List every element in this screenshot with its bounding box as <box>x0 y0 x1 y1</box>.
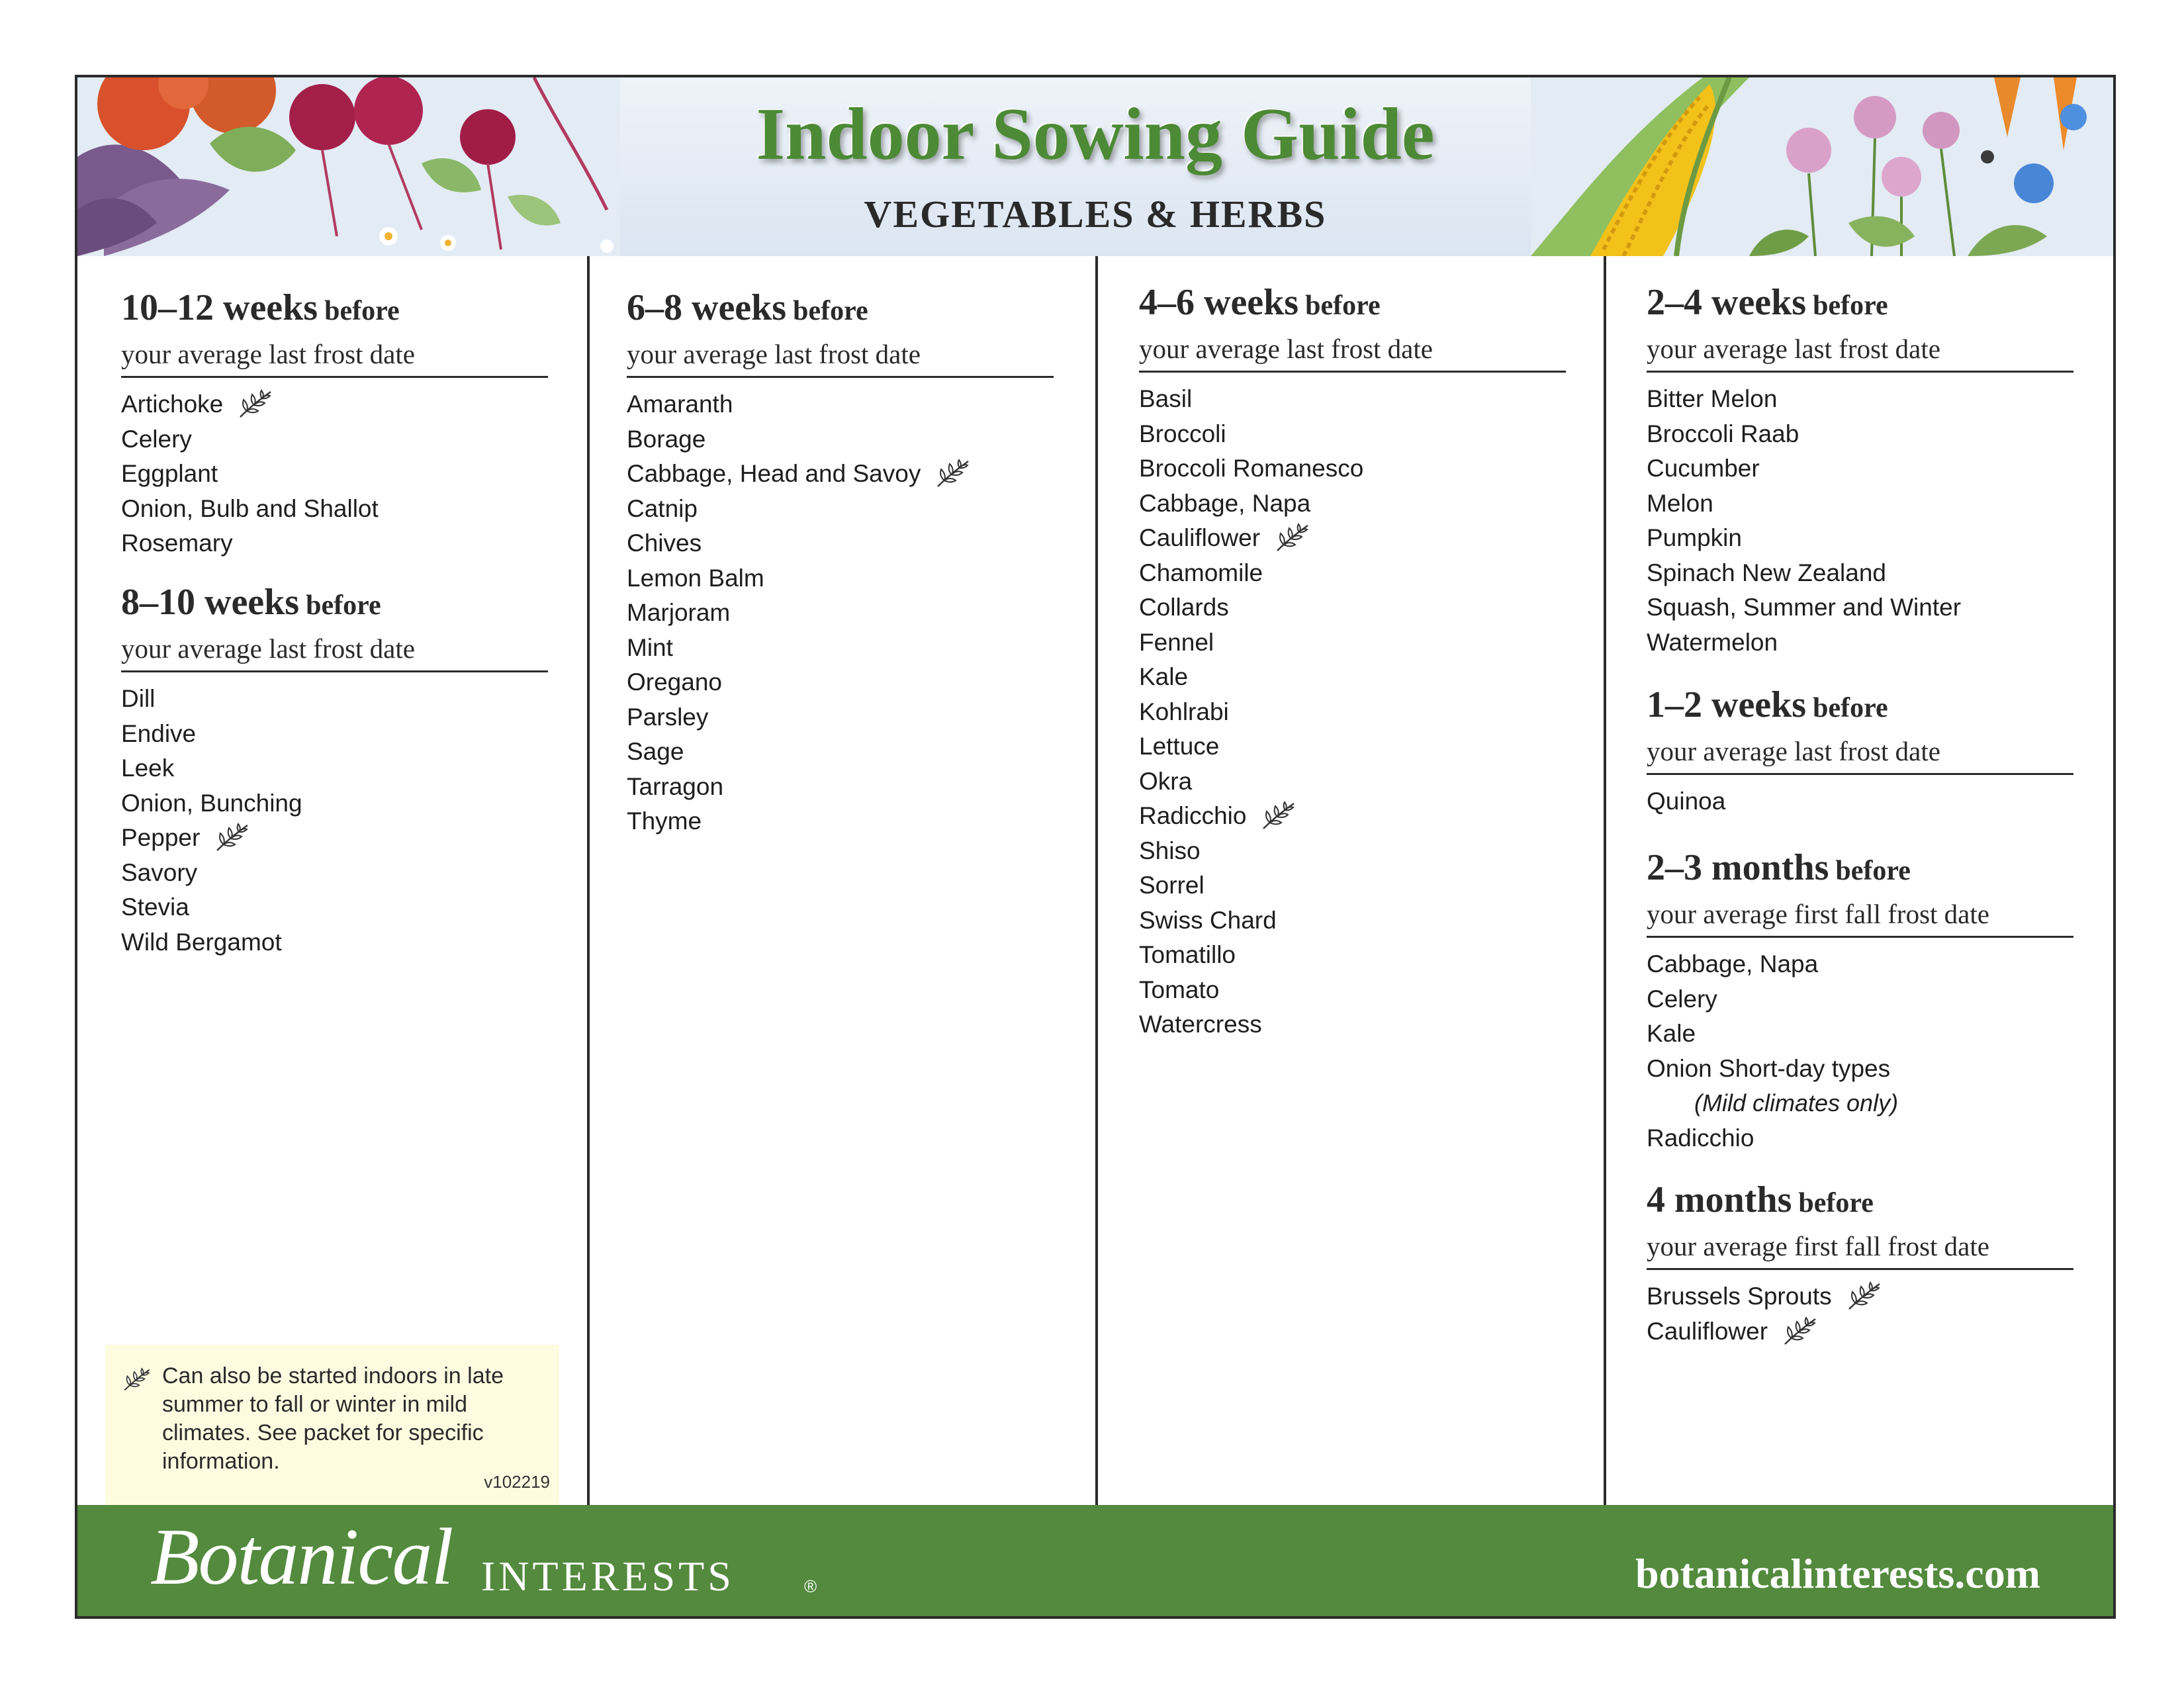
column-divider <box>1095 256 1098 1510</box>
list-item: Onion, Bulb and Shallot <box>121 494 379 522</box>
list-item: Cabbage, Napa <box>1647 950 1819 978</box>
section-2-4-weeks <box>1647 284 2073 660</box>
section-10-12-weeks <box>121 289 548 561</box>
section-heading: 8–10 weeks before <box>121 582 381 623</box>
list-item: Onion, Bunching <box>121 789 302 817</box>
list-item: Parsley <box>627 703 709 731</box>
list-item: Broccoli <box>1139 420 1226 447</box>
list-item: Watercress <box>1139 1011 1262 1038</box>
section-4-months <box>1647 1181 2073 1349</box>
list-item: Chamomile <box>1139 559 1263 586</box>
list-item: Melon <box>1647 489 1713 517</box>
list-item: Kale <box>1647 1020 1696 1047</box>
list-item: Radicchio <box>1139 799 1566 834</box>
list-item: Squash, Summer and Winter <box>1647 594 1962 621</box>
column-divider <box>587 256 590 1510</box>
section-subheading: your average last frost date <box>627 338 1054 378</box>
page-subtitle: VEGETABLES & HERBS <box>864 193 1327 236</box>
leaf-sprig-icon <box>1261 801 1297 831</box>
list-item: Radicchio <box>1647 1124 1754 1152</box>
leaf-sprig-icon <box>1846 1281 1882 1312</box>
list-item: Broccoli Raab <box>1647 420 1799 447</box>
list-item: Shiso <box>1139 837 1201 864</box>
section-6-8-weeks <box>627 289 1054 839</box>
list-item-note: (Mild climates only) <box>1694 1089 1899 1116</box>
list-item: Oregano <box>627 668 722 696</box>
list-item: Thyme <box>627 807 702 835</box>
section-heading: 2–3 months before <box>1647 847 1911 888</box>
section-subheading: your average last frost date <box>1647 333 2073 373</box>
list-item: Sage <box>627 738 684 765</box>
section-subheading: your average last frost date <box>121 633 548 672</box>
section-heading: 6–8 weeks before <box>627 287 868 328</box>
section-subheading: your average first fall frost date <box>1647 898 2073 938</box>
version-code: v102219 <box>484 1472 550 1492</box>
list-item: Chives <box>627 529 702 557</box>
list-item: Borage <box>627 425 706 453</box>
list-item: Kale <box>1139 663 1189 690</box>
list-item: Collards <box>1139 594 1229 621</box>
list-item: Mint <box>627 633 673 661</box>
list-item: Amaranth <box>627 390 733 418</box>
leaf-sprig-icon <box>935 459 971 489</box>
page-title: Indoor Sowing Guide <box>756 93 1435 175</box>
section-2-3-months <box>1647 849 2073 1156</box>
registered-mark: ® <box>804 1576 817 1596</box>
list-item: Cabbage, Head and Savoy <box>627 457 1054 492</box>
list-item: Lettuce <box>1139 733 1220 760</box>
list-item: Tomatillo <box>1139 941 1236 968</box>
leaf-sprig-icon <box>238 389 273 420</box>
list-item: Cucumber <box>1647 455 1760 482</box>
leaf-sprig-icon <box>1275 523 1310 553</box>
list-item: Quinoa <box>1647 788 1726 815</box>
list-item: Marjoram <box>627 599 731 626</box>
section-subheading: your average last frost date <box>1139 333 1566 373</box>
section-heading: 1–2 weeks before <box>1647 684 1888 725</box>
legend-note <box>105 1345 559 1507</box>
list-item: Endive <box>121 719 197 747</box>
brand-logo-script: Botanical <box>150 1512 453 1602</box>
list-item: Dill <box>121 685 156 712</box>
list-item: Bitter Melon <box>1647 385 1778 412</box>
list-item: Spinach New Zealand <box>1647 559 1886 586</box>
header-banner <box>77 77 2113 256</box>
list-item: Cauliflower <box>1139 521 1566 556</box>
list-item: Swiss Chard <box>1139 906 1277 934</box>
leaf-sprig-icon <box>214 823 250 853</box>
list-item: Tomato <box>1139 976 1220 1003</box>
list-item: Savory <box>121 858 198 886</box>
section-4-6-weeks <box>1139 284 1566 1042</box>
website-url: botanicalinterests.com <box>1635 1550 2040 1597</box>
section-subheading: your average last frost date <box>121 338 548 378</box>
list-item: Leek <box>121 754 175 782</box>
list-item: Cauliflower <box>1647 1314 2073 1349</box>
section-heading: 4 months before <box>1647 1179 1874 1220</box>
list-item: Tarragon <box>627 772 724 800</box>
list-item: Onion Short-day types <box>1647 1054 1891 1082</box>
column-divider <box>1604 256 1606 1510</box>
list-item: Fennel <box>1139 628 1214 656</box>
leaf-sprig-icon <box>1782 1316 1818 1347</box>
section-heading: 10–12 weeks before <box>121 287 400 328</box>
list-item: Watermelon <box>1647 628 1778 656</box>
list-item: Rosemary <box>121 529 233 557</box>
list-item: Broccoli Romanesco <box>1139 455 1364 482</box>
section-heading: 2–4 weeks before <box>1647 282 1888 323</box>
list-item: Basil <box>1139 385 1193 412</box>
list-item: Pepper <box>121 821 548 856</box>
brand-logo-caps: INTERESTS <box>481 1553 735 1600</box>
footer-bar <box>77 1505 2113 1616</box>
list-item: Celery <box>121 425 192 453</box>
section-heading: 4–6 weeks before <box>1139 282 1381 323</box>
list-item: Celery <box>1647 985 1717 1013</box>
section-subheading: your average first fall frost date <box>1647 1230 2073 1270</box>
list-item: Cabbage, Napa <box>1139 489 1311 517</box>
list-item: Okra <box>1139 767 1193 795</box>
list-item: Lemon Balm <box>627 564 764 592</box>
list-item: Wild Bergamot <box>121 928 282 956</box>
section-1-2-weeks <box>1647 686 2073 819</box>
list-item: Sorrel <box>1139 872 1205 899</box>
list-item: Stevia <box>121 893 189 921</box>
list-item: Artichoke <box>121 387 548 422</box>
leaf-sprig-icon <box>122 1367 152 1392</box>
list-item: Eggplant <box>121 460 218 487</box>
list-item: Brussels Sprouts <box>1647 1279 2073 1314</box>
list-item: Catnip <box>627 494 698 522</box>
list-item: Pumpkin <box>1647 524 1742 551</box>
legend-note-text: Can also be started indoors in late summer to fall or winter in mild climates. See packet for specific information. <box>162 1363 504 1474</box>
list-item: Kohlrabi <box>1139 698 1229 725</box>
section-8-10-weeks <box>121 584 548 960</box>
sowing-guide-sheet <box>75 75 2116 1619</box>
section-subheading: your average last frost date <box>1647 735 2073 775</box>
